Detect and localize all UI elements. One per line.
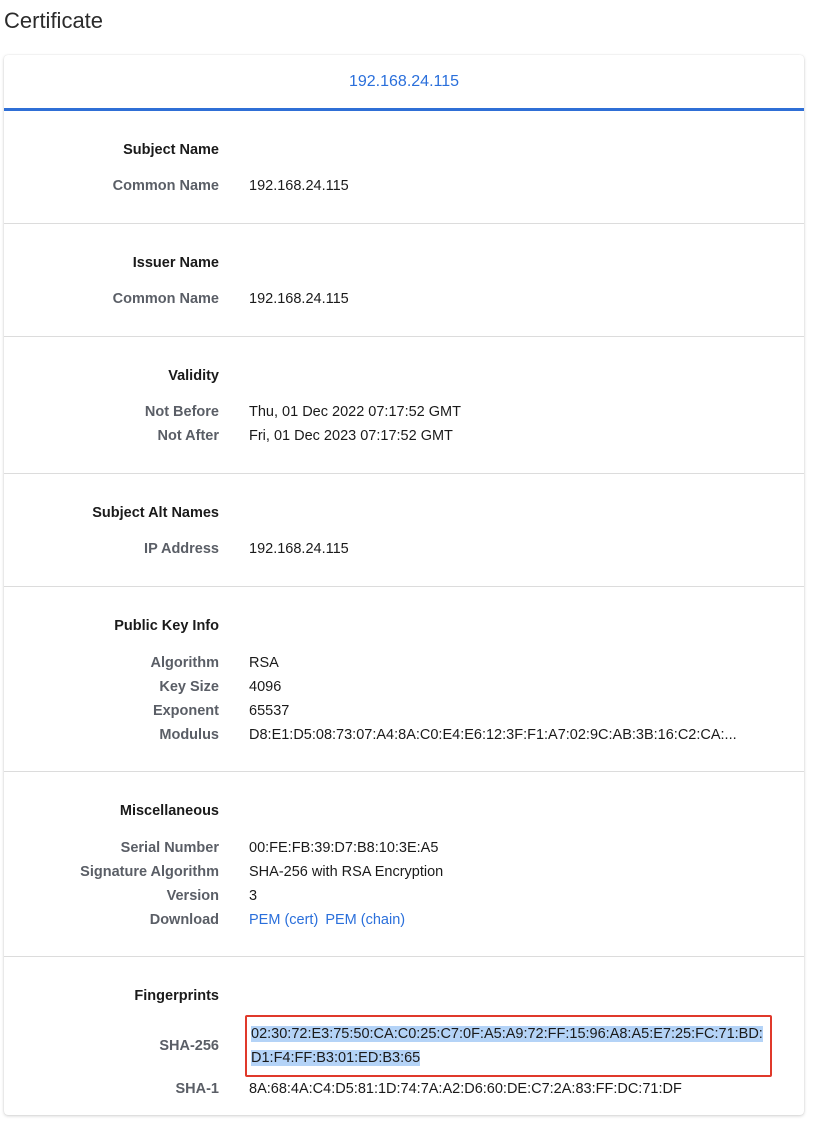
field-label: Modulus (159, 727, 219, 743)
sha1-fingerprint: 8A:68:4A:C4:D5:81:1D:74:7A:A2:D6:60:DE:C7:2A:83:FF:DC:71:DF (249, 1081, 682, 1097)
field-label: IP Address (144, 541, 219, 557)
section-title: Public Key Info (114, 618, 219, 634)
public-key-modulus: D8:E1:D5:08:73:07:A4:8A:C0:E4:E6:12:3F:F1:A7:02:9C:AB:3B:16:C2:CA:... (249, 727, 737, 743)
section-title: Miscellaneous (119, 803, 219, 819)
section-subject-name (4, 111, 804, 224)
download-pem-cert-link[interactable]: PEM (cert) (249, 912, 319, 928)
signature-algorithm: SHA-256 with RSA Encryption (249, 864, 444, 880)
field-label: SHA-256 (159, 1038, 219, 1054)
section-issuer-name (4, 224, 804, 337)
section-public-key-info (4, 587, 804, 772)
field-label: Serial Number (120, 840, 219, 856)
field-label: Not After (157, 428, 219, 444)
section-title: Fingerprints (134, 988, 219, 1004)
field-label: Version (166, 888, 219, 904)
tab-header (4, 55, 804, 111)
section-title: Subject Alt Names (92, 505, 219, 521)
section-subject-alt-names (4, 474, 804, 587)
field-label: Common Name (112, 291, 219, 307)
section-fingerprints (4, 957, 804, 1101)
subject-common-name: 192.168.24.115 (249, 178, 349, 194)
sha256-fingerprint-highlight[interactable] (245, 1015, 772, 1077)
field-label: Algorithm (150, 655, 219, 671)
section-miscellaneous (4, 772, 804, 957)
section-title: Validity (168, 368, 219, 384)
validity-not-after: Fri, 01 Dec 2023 07:17:52 GMT (249, 428, 453, 444)
download-links (249, 912, 405, 928)
field-label: Not Before (144, 404, 219, 420)
sha256-fingerprint[interactable]: 02:30:72:E3:75:50:CA:C0:25:C7:0F:A5:A9:72:FF:15:96:A8:A5:E7:25:FC:71:BD:D1:F4:FF:B3:01:ED:B3:65 (251, 1026, 763, 1066)
public-key-size: 4096 (249, 679, 282, 695)
section-validity (4, 337, 804, 474)
page-title: Certificate (4, 8, 104, 33)
download-pem-chain-link[interactable]: PEM (chain) (325, 912, 406, 928)
public-key-exponent: 65537 (249, 703, 290, 719)
section-title: Subject Name (123, 142, 219, 158)
san-ip-address: 192.168.24.115 (249, 541, 349, 557)
field-label: Signature Algorithm (80, 864, 219, 880)
issuer-common-name: 192.168.24.115 (249, 291, 349, 307)
section-title: Issuer Name (132, 255, 219, 271)
field-label: Download (149, 912, 219, 928)
validity-not-before: Thu, 01 Dec 2022 07:17:52 GMT (249, 404, 461, 420)
certificate-card (4, 55, 804, 1115)
field-label: Common Name (112, 178, 219, 194)
field-label: SHA-1 (175, 1081, 219, 1097)
certificate-version: 3 (249, 888, 258, 904)
serial-number: 00:FE:FB:39:D7:B8:10:3E:A5 (249, 840, 439, 856)
public-key-algorithm: RSA (249, 655, 279, 671)
tab-certificate-host[interactable]: 192.168.24.115 (348, 72, 460, 90)
field-label: Exponent (152, 703, 219, 719)
field-label: Key Size (159, 679, 219, 695)
